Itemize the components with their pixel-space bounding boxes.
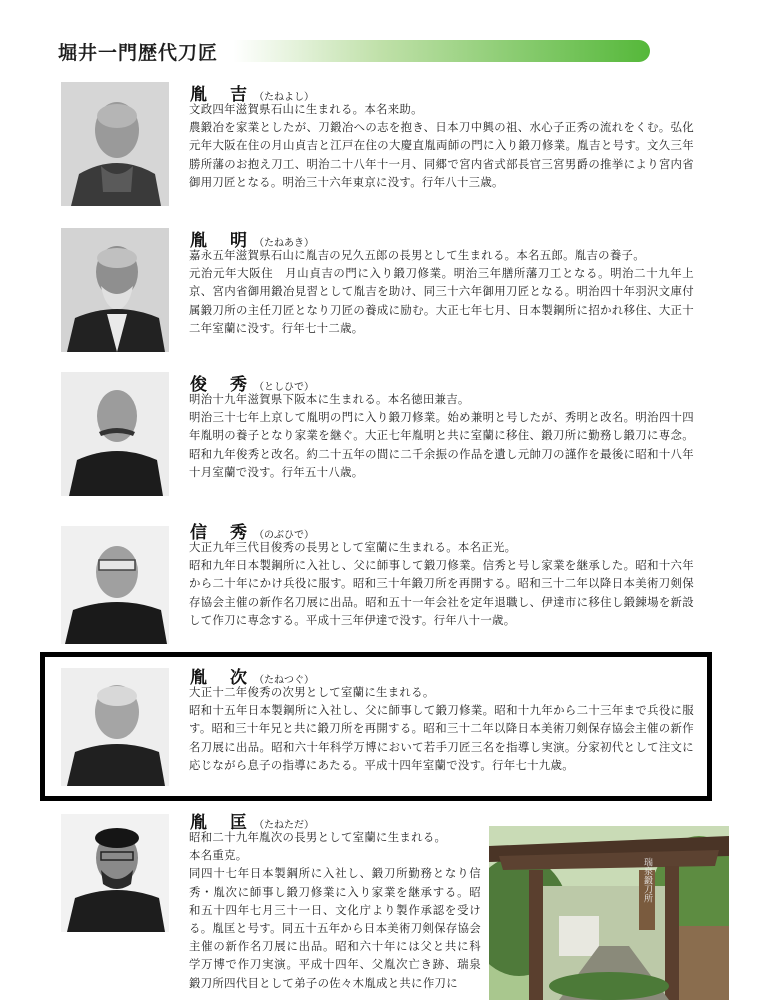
smith-name: 俊 秀 （としひで） [190, 375, 314, 395]
portrait-photo [61, 82, 169, 206]
smith-biography: 嘉永五年滋賀県石山に胤吉の兄久五郎の長男として生まれる。本名五郎。胤吉の養子。 元治元年大阪住 月山貞吉の門に入り鍛刀修業。明治三年膳所藩刀工となる。明治二十九年上京、宮内省御用鍛冶見習として胤吉を助け、同三十六年御用刀匠となる。明治四十年羽沢文庫付属鍛刀所の主任刀匠となり刀匠の養成に励む。大正七年七月、日本製鋼所に招かれ移住、大正十二年室蘭に没す。行年七十二歳。 [189, 248, 694, 335]
forge-gate-photo [489, 826, 729, 1000]
smith-name: 信 秀 （のぶひで） [190, 523, 314, 543]
smith-name: 胤 次 （たねつぐ） [190, 668, 314, 688]
smith-name: 胤 匡 （たねただ） [190, 813, 314, 833]
page-title: 堀井一門歴代刀匠 [58, 42, 219, 64]
page-header-band [55, 40, 650, 62]
svg-text:瑞泉鍛刀所: 瑞泉鍛刀所 [642, 857, 652, 903]
smith-biography: 文政四年滋賀県石山に生まれる。本名来助。 農鍛冶を家業としたが、刀鍛冶への志を抱き、日本刀中興の祖、水心子正秀の流れをくむ。弘化元年大阪在住の月山貞吉と江戸在住の大慶直胤両師の門に入り鍛刀修業。胤吉と号す。文久三年勝所藩のお抱え刀工、明治二十八年十一月、同郷で宮内省式部長官三宮男爵の推挙により宮内省御用刀匠となる。明治三十六年東京に没す。行年八十三歳。 [189, 102, 694, 189]
smith-biography: 昭和二十九年胤次の長男として室蘭に生まれる。 本名重克。 同四十七年日本製鋼所に入社し、鍛刀所勤務となり信秀・胤次に師事し鍛刀修業に入り家業を継承する。昭和五十四年七月三十一日、文化庁より製作承認を受ける。胤匡と号す。同五十五年から日本美術刀剣保存協会主催の新作名刀展に出品。昭和六十年には父と共に科学万博で作刀実演。平成十四年、父胤次亡き跡、瑞泉鍛刀所四代目として弟子の佐々木胤成と共に作刀に [189, 830, 481, 990]
portrait-photo [61, 372, 169, 496]
smith-biography: 大正九年三代目俊秀の長男として室蘭に生まれる。本名正光。 昭和九年日本製鋼所に入社し、父に師事して鍛刀修業。信秀と号し家業を継承した。昭和十六年から二十年にかけ兵役に服す。昭和三十年鍛刀所を再開する。昭和三十二年以降日本美術刀剣保存協会主催の新作名刀展に出品。昭和五十一年会社を定年退職し、伊達市に移住し鍛錬場を新設して作刀に専念する。平成十三年伊達で没す。行年八十一歳。 [189, 540, 694, 627]
smith-biography: 大正十二年俊秀の次男として室蘭に生まれる。 昭和十五年日本製鋼所に入社し、父に師事して鍛刀修業。昭和十九年から二十三年まで兵役に服す。昭和三十年兄と共に鍛刀所を再開する。昭和三十二年以降日本美術刀剣保存協会主催の新作名刀展に出品。昭和六十年科学万博において若手刀匠三名を指導し実演。分家初代として注文に応じながら息子の指導にあたる。平成十四年室蘭で没す。行年七十九歳。 [189, 685, 694, 772]
portrait-photo [61, 526, 169, 644]
portrait-photo [61, 814, 169, 932]
portrait-photo [61, 668, 169, 786]
portrait-photo [61, 228, 169, 352]
smith-name: 胤 明 （たねあき） [190, 231, 314, 251]
smith-biography: 明治十九年滋賀県下阪本に生まれる。本名徳田兼吉。 明治三十七年上京して胤明の門に入り鍛刀修業。始め兼明と号したが、秀明と改名。明治四十四年胤明の養子となり家業を継ぐ。大正七年胤明と共に室蘭に移住、鍛刀所に勤務し鍛刀に専念。昭和九年俊秀と改名。約二十五年の間に二千余振の作品を遺し元帥刀の謹作を最後に昭和十八年十月室蘭で没す。行年五十八歳。 [189, 392, 694, 479]
smith-name: 胤 吉 （たねよし） [190, 85, 314, 105]
